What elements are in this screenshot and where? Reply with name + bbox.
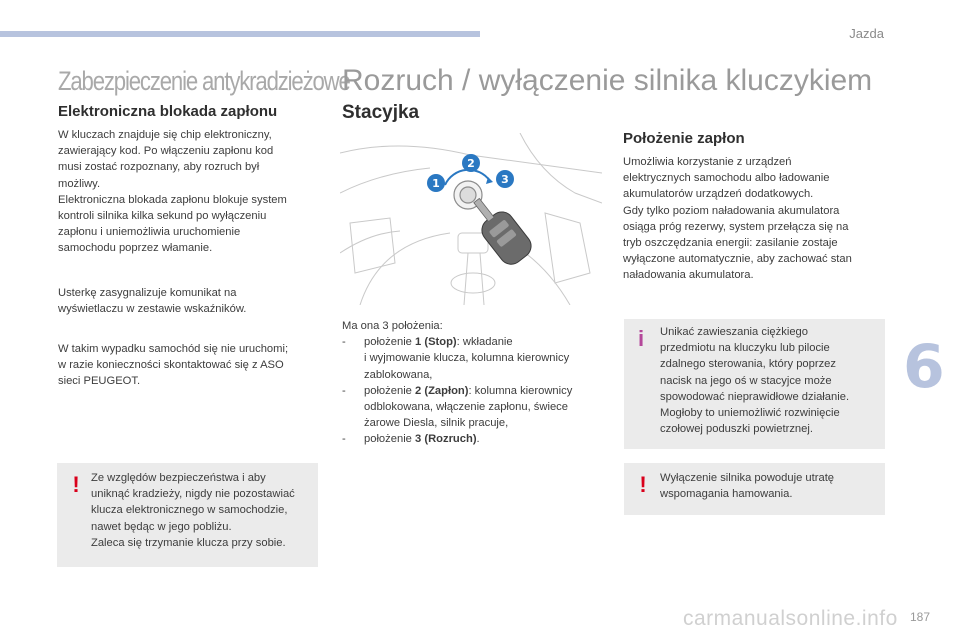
page-title: Rozruch / wyłączenie silnika kluczykiem xyxy=(342,64,873,97)
page-number: 187 xyxy=(909,610,930,624)
warning-exclamation-icon: ! xyxy=(639,472,647,497)
position-3-label: 3 xyxy=(501,173,509,186)
header-accent-bar xyxy=(0,31,480,37)
no-start-text: W takim wypadku samochód się nie uruchomi; w razie konieczności skontaktować się z ASO sieci PEUGEOT. xyxy=(58,343,289,388)
section-name: Jazda xyxy=(849,26,884,41)
immobiliser-heading: Elektroniczna blokada zapłonu xyxy=(58,103,278,120)
ignition-switch-illustration xyxy=(340,133,602,305)
security-warning-text: Ze względów bezpieczeństwa i aby uniknąć kradzieży, nigdy nie pozostawiać klucza elektronicznego w samochodzie, nawet będąc w jego pobliżu. Zaleca się trzymanie klucza przy sobie. xyxy=(91,472,295,549)
immobiliser-text: W kluczach znajduje się chip elektroniczny, zawierający kod. Po włączeniu zapłonu kod musi zostać rozpoznany, aby rozruch był możliwy. Elektroniczna blokada zapłonu blokuje system kontroli silnika kilka sekund po wyłączeniu zapłonu i uniemożliwia uruchomienie samochodu poprzez włamanie. xyxy=(58,129,287,255)
warning-exclamation-icon: ! xyxy=(72,472,80,497)
chapter-number: 6 xyxy=(903,332,945,402)
ignition-switch-heading: Stacyjka xyxy=(342,102,420,123)
position-1-label: 1 xyxy=(432,177,440,190)
info-box xyxy=(624,319,885,449)
positions-intro: Ma ona 3 położenia: xyxy=(342,320,443,332)
watermark: carmanualsonline.info xyxy=(683,607,898,630)
position-item-ignition: - położenie 2 (Zapłon): kolumna kierownicy odblokowana, włączenie zapłonu, świece żarowe Diesla, silnik pracuje, xyxy=(342,384,573,430)
security-warning-box xyxy=(57,463,318,567)
brake-warning-text: Wyłączenie silnika powoduje utratę wspomagania hamowania. xyxy=(660,472,835,501)
position-item-start: - położenie 3 (Rozruch). xyxy=(342,433,480,446)
positions-list xyxy=(342,318,610,448)
left-section-title: Zabezpieczenie antykradzieżowe xyxy=(58,66,350,96)
ignition-position-heading: Położenie zapłon xyxy=(623,130,745,147)
info-icon: i xyxy=(637,326,645,351)
position-2-label: 2 xyxy=(467,157,475,170)
brake-warning-box xyxy=(624,463,885,515)
fault-message-text: Usterkę zasygnalizuje komunikat na wyświetlaczu w zestawie wskaźników. xyxy=(58,287,247,316)
info-box-text: Unikać zawieszania ciężkiego przedmiotu na kluczyku lub pilocie zdalnego sterowania, który poprzez nacisk na jego oś w stacyjce może spowodować nieprawidłowe działanie. Mogłoby to uniemożliwić rozwinięcie czołowej poduszki powietrznej. xyxy=(660,326,850,436)
position-item-stop: - położenie 1 (Stop): wkładanie i wyjmowanie klucza, kolumna kierownicy zablokowana, xyxy=(342,336,570,381)
ignition-position-text: Umożliwia korzystanie z urządzeń elektrycznych samochodu albo ładowanie akumulatorów urządzeń dodatkowych. Gdy tylko poziom naładowania akumulatora osiąga próg rezerwy, system przełącza się na tryb oszczędzania energii: zasilanie zostaje wyłączone automatycznie, aby zachować stan naładowania akumulatora. xyxy=(623,156,852,282)
